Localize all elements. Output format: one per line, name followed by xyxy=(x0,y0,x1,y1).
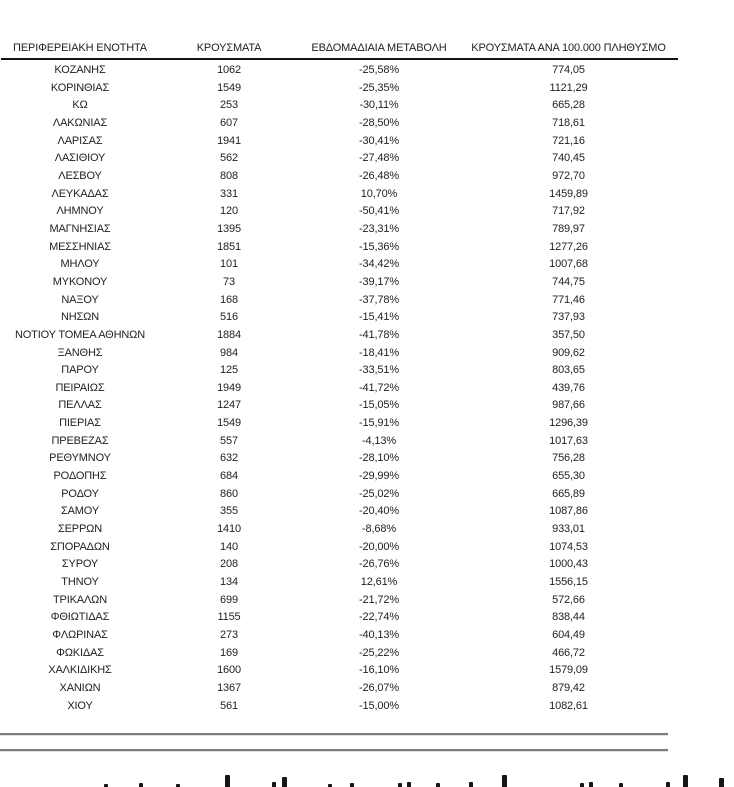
cell-weekly-change: -26,07% xyxy=(359,681,399,694)
table-row xyxy=(1,645,678,663)
cell-cases: 134 xyxy=(220,576,238,589)
table-row xyxy=(1,274,678,292)
cell-regional-unit: ΤΗΝΟΥ xyxy=(61,576,99,589)
cell-weekly-change: 10,70% xyxy=(360,187,398,200)
cell-weekly-change: -21,72% xyxy=(359,593,399,606)
cell-cases: 1395 xyxy=(217,222,241,235)
cell-regional-unit: ΧΑΝΙΩΝ xyxy=(59,681,101,694)
cell-regional-unit: ΡΟΔΟΥ xyxy=(61,487,99,500)
cell-regional-unit: ΧΙΟΥ xyxy=(67,699,93,712)
cell-weekly-change: -18,41% xyxy=(359,346,399,359)
cell-cases: 1949 xyxy=(217,381,241,394)
cell-regional-unit: ΠΕΙΡΑΙΩΣ xyxy=(55,381,105,394)
cell-cases: 1851 xyxy=(217,240,241,253)
cell-cases-per-100k: 803,65 xyxy=(552,364,585,377)
cell-cases-per-100k: 655,30 xyxy=(552,470,585,483)
table-row xyxy=(1,256,678,274)
table-row xyxy=(1,115,678,133)
cell-regional-unit: ΦΘΙΩΤΙΔΑΣ xyxy=(50,611,110,624)
cell-cases: 273 xyxy=(220,629,238,641)
cell-regional-unit: ΜΑΓΝΗΣΙΑΣ xyxy=(49,222,111,235)
table-row xyxy=(1,80,678,98)
table-row xyxy=(1,292,678,310)
cell-regional-unit: ΚΟΖΑΝΗΣ xyxy=(54,64,106,76)
col-header-cases: ΚΡΟΥΣΜΑΤΑ xyxy=(159,42,299,59)
cell-weekly-change: -28,10% xyxy=(359,452,399,465)
cell-cases: 208 xyxy=(220,558,238,571)
cell-weekly-change: -25,02% xyxy=(359,487,399,500)
cell-cases-per-100k: 466,72 xyxy=(552,646,585,659)
cell-regional-unit: ΝΗΣΩΝ xyxy=(60,311,100,324)
cell-cases: 355 xyxy=(220,505,238,518)
bottom-divider-line-1 xyxy=(0,733,668,735)
cell-cases-per-100k: 1082,61 xyxy=(549,699,588,712)
cell-weekly-change: -23,31% xyxy=(359,222,399,235)
table-row xyxy=(1,239,678,257)
clipped-glyph-mark xyxy=(580,783,584,787)
cell-cases: 1247 xyxy=(217,399,241,412)
cell-regional-unit: ΣΥΡΟΥ xyxy=(61,558,99,571)
cell-cases: 73 xyxy=(223,275,235,288)
cell-cases: 984 xyxy=(220,346,238,359)
cell-cases-per-100k: 838,44 xyxy=(552,611,585,624)
table-row xyxy=(1,380,678,398)
table-row xyxy=(1,592,678,610)
cell-cases: 1549 xyxy=(217,81,241,94)
cell-weekly-change: -26,76% xyxy=(359,558,399,571)
table-row xyxy=(1,415,678,433)
cell-weekly-change: -40,13% xyxy=(359,629,399,641)
clipped-glyph-mark xyxy=(139,783,143,787)
cell-regional-unit: ΣΠΟΡΑΔΩΝ xyxy=(50,540,110,553)
table-row xyxy=(1,97,678,115)
cell-weekly-change: -30,11% xyxy=(359,99,399,112)
cell-weekly-change: -27,48% xyxy=(359,152,399,165)
table-row xyxy=(1,503,678,521)
cell-cases-per-100k: 1277,26 xyxy=(549,240,588,253)
cell-cases: 557 xyxy=(220,434,238,447)
cell-weekly-change: 12,61% xyxy=(360,576,398,589)
cell-cases: 1367 xyxy=(217,681,241,694)
cell-cases: 562 xyxy=(220,152,238,165)
bottom-divider-line-2 xyxy=(0,749,668,751)
cell-cases: 331 xyxy=(220,187,238,200)
cell-regional-unit: ΡΕΘΥΜΝΟΥ xyxy=(49,452,111,465)
cell-cases: 699 xyxy=(220,593,238,606)
cell-cases-per-100k: 789,97 xyxy=(552,222,585,235)
cell-weekly-change: -37,78% xyxy=(359,293,399,306)
cell-weekly-change: -25,22% xyxy=(359,646,399,659)
cell-cases-per-100k: 771,46 xyxy=(552,293,585,306)
table-row xyxy=(1,362,678,380)
cell-cases-per-100k: 1017,63 xyxy=(549,434,588,447)
table-row xyxy=(1,327,678,345)
cell-cases-per-100k: 717,92 xyxy=(552,205,585,218)
cell-cases: 860 xyxy=(220,487,238,500)
cell-weekly-change: -15,41% xyxy=(359,311,399,324)
table-row xyxy=(1,539,678,557)
cell-regional-unit: ΤΡΙΚΑΛΩΝ xyxy=(52,593,108,606)
cell-cases: 120 xyxy=(220,205,238,218)
cell-regional-unit: ΠΡΕΒΕΖΑΣ xyxy=(51,434,109,447)
table-body xyxy=(1,59,678,715)
cell-weekly-change: -50,41% xyxy=(359,205,399,218)
cell-weekly-change: -8,68% xyxy=(362,523,396,536)
clipped-glyph-mark xyxy=(350,783,354,787)
cell-weekly-change: -26,48% xyxy=(359,169,399,182)
cell-weekly-change: -16,10% xyxy=(359,664,399,677)
cell-weekly-change: -15,05% xyxy=(359,399,399,412)
cell-cases-per-100k: 665,89 xyxy=(552,487,585,500)
table-row xyxy=(1,345,678,363)
cell-cases-per-100k: 1121,29 xyxy=(549,81,588,94)
clipped-glyph-mark xyxy=(272,782,276,787)
cell-cases-per-100k: 1087,86 xyxy=(549,505,588,518)
cell-regional-unit: ΜΗΛΟΥ xyxy=(60,258,100,271)
table-row xyxy=(1,59,678,80)
cell-weekly-change: -25,35% xyxy=(359,81,399,94)
table-row xyxy=(1,221,678,239)
cell-weekly-change: -41,72% xyxy=(359,381,399,394)
cell-cases-per-100k: 1296,39 xyxy=(549,417,588,430)
col-header-weekly-change: ΕΒΔΟΜΑΔΙΑΙΑ ΜΕΤΑΒΟΛΗ xyxy=(299,42,459,59)
cell-weekly-change: -30,41% xyxy=(359,134,399,147)
table-row xyxy=(1,609,678,627)
cell-cases-per-100k: 744,75 xyxy=(552,275,585,288)
cell-cases: 1884 xyxy=(217,328,241,341)
table-row xyxy=(1,168,678,186)
cell-regional-unit: ΦΩΚΙΔΑΣ xyxy=(56,646,104,659)
table-row xyxy=(1,309,678,327)
cell-regional-unit: ΞΑΝΘΗΣ xyxy=(57,346,103,359)
table-row xyxy=(1,397,678,415)
cell-weekly-change: -4,13% xyxy=(362,434,396,447)
cell-cases-per-100k: 721,16 xyxy=(552,134,585,147)
cell-cases: 1155 xyxy=(217,611,241,624)
cell-cases-per-100k: 774,05 xyxy=(552,64,585,76)
cell-cases: 684 xyxy=(220,470,238,483)
cell-cases-per-100k: 1556,15 xyxy=(549,576,588,589)
cell-cases-per-100k: 665,28 xyxy=(552,99,585,112)
cell-cases: 1549 xyxy=(217,417,241,430)
cell-cases: 1062 xyxy=(217,64,241,76)
cell-cases: 808 xyxy=(220,169,238,182)
cell-cases-per-100k: 987,66 xyxy=(552,399,585,412)
table-row xyxy=(1,680,678,698)
cell-regional-unit: ΣΕΡΡΩΝ xyxy=(57,523,103,536)
cell-regional-unit: ΛΕΣΒΟΥ xyxy=(58,169,102,182)
clipped-glyph-mark xyxy=(502,775,507,787)
cell-cases: 140 xyxy=(220,540,238,553)
cell-regional-unit: ΠΑΡΟΥ xyxy=(61,364,99,377)
cell-cases-per-100k: 357,50 xyxy=(552,328,585,341)
cell-cases-per-100k: 909,62 xyxy=(552,346,585,359)
cell-regional-unit: ΜΥΚΟΝΟΥ xyxy=(52,275,108,288)
cell-cases-per-100k: 972,70 xyxy=(552,169,585,182)
clipped-glyph-mark xyxy=(398,783,402,787)
cell-regional-unit: ΝΑΞΟΥ xyxy=(61,293,99,306)
clipped-text-fragment xyxy=(0,773,734,787)
cell-regional-unit: ΚΟΡΙΝΘΙΑΣ xyxy=(50,81,110,94)
cell-weekly-change: -41,78% xyxy=(359,328,399,341)
cell-cases-per-100k: 572,66 xyxy=(552,593,585,606)
table-row xyxy=(1,433,678,451)
cell-weekly-change: -33,51% xyxy=(359,364,399,377)
regional-cases-table xyxy=(1,42,678,715)
cell-regional-unit: ΠΕΛΛΑΣ xyxy=(58,399,102,412)
cell-cases: 632 xyxy=(220,452,238,465)
clipped-glyph-mark xyxy=(469,782,473,787)
clipped-glyph-mark xyxy=(683,775,688,787)
cell-cases: 1600 xyxy=(217,664,241,677)
table-row xyxy=(1,556,678,574)
cell-cases-per-100k: 756,28 xyxy=(552,452,585,465)
clipped-glyph-mark xyxy=(282,777,287,787)
cell-cases: 561 xyxy=(220,699,238,712)
cell-regional-unit: ΛΕΥΚΑΔΑΣ xyxy=(51,187,109,200)
cell-regional-unit: ΚΩ xyxy=(72,99,88,112)
cell-cases-per-100k: 933,01 xyxy=(552,523,585,536)
cell-cases-per-100k: 439,76 xyxy=(552,381,585,394)
cell-weekly-change: -39,17% xyxy=(359,275,399,288)
cell-regional-unit: ΛΑΣΙΘΙΟΥ xyxy=(54,152,106,165)
clipped-glyph-mark xyxy=(436,783,440,787)
cell-cases-per-100k: 1007,68 xyxy=(549,258,588,271)
cell-cases-per-100k: 718,61 xyxy=(552,116,585,129)
cell-weekly-change: -22,74% xyxy=(359,611,399,624)
clipped-glyph-mark xyxy=(619,783,623,787)
table-row xyxy=(1,574,678,592)
cell-weekly-change: -20,40% xyxy=(359,505,399,518)
clipped-glyph-mark xyxy=(666,782,670,787)
clipped-glyph-mark xyxy=(407,782,411,787)
cell-cases: 125 xyxy=(220,364,238,377)
cell-cases-per-100k: 879,42 xyxy=(552,681,585,694)
cell-regional-unit: ΧΑΛΚΙΔΙΚΗΣ xyxy=(48,664,112,677)
cell-regional-unit: ΦΛΩΡΙΝΑΣ xyxy=(52,629,108,641)
cell-weekly-change: -34,42% xyxy=(359,258,399,271)
cell-cases-per-100k: 1000,43 xyxy=(549,558,588,571)
table-row xyxy=(1,450,678,468)
table-row xyxy=(1,468,678,486)
table-row xyxy=(1,133,678,151)
table-row xyxy=(1,662,678,680)
table-row xyxy=(1,627,678,645)
clipped-glyph-mark xyxy=(589,782,593,787)
cell-regional-unit: ΣΑΜΟΥ xyxy=(60,505,100,518)
cell-regional-unit: ΠΙΕΡΙΑΣ xyxy=(59,417,101,430)
cell-regional-unit: ΝΟΤΙΟΥ ΤΟΜΕΑ ΑΘΗΝΩΝ xyxy=(14,328,146,341)
cell-cases-per-100k: 737,93 xyxy=(552,311,585,324)
col-header-regional-unit: ΠΕΡΙΦΕΡΕΙΑΚΗ ΕΝΟΤΗΤΑ xyxy=(1,42,159,59)
cell-cases-per-100k: 1459,89 xyxy=(549,187,588,200)
cell-weekly-change: -15,91% xyxy=(359,417,399,430)
cell-cases: 101 xyxy=(220,258,238,271)
cell-weekly-change: -28,50% xyxy=(359,116,399,129)
table-row xyxy=(1,186,678,204)
table-row xyxy=(1,521,678,539)
cell-cases-per-100k: 604,49 xyxy=(552,629,585,641)
cell-cases-per-100k: 1074,53 xyxy=(549,540,588,553)
table-row xyxy=(1,150,678,168)
cell-cases: 253 xyxy=(220,99,238,112)
cell-cases: 607 xyxy=(220,116,238,129)
col-header-cases-per-100k: ΚΡΟΥΣΜΑΤΑ ΑΝΑ 100.000 ΠΛΗΘΥΣΜΟ xyxy=(459,42,678,59)
cell-weekly-change: -20,00% xyxy=(359,540,399,553)
cell-weekly-change: -15,36% xyxy=(359,240,399,253)
cell-cases: 169 xyxy=(220,646,238,659)
cell-regional-unit: ΛΗΜΝΟΥ xyxy=(56,205,104,218)
cell-cases: 1410 xyxy=(217,523,241,536)
cell-weekly-change: -15,00% xyxy=(359,699,399,712)
cell-regional-unit: ΜΕΣΣΗΝΙΑΣ xyxy=(49,240,111,253)
cell-cases: 168 xyxy=(220,293,238,306)
table-row xyxy=(1,203,678,221)
cell-cases: 516 xyxy=(220,311,238,324)
cell-cases-per-100k: 1579,09 xyxy=(549,664,588,677)
cell-weekly-change: -25,58% xyxy=(359,64,399,76)
table-row xyxy=(1,698,678,716)
cell-regional-unit: ΛΑΡΙΣΑΣ xyxy=(57,134,103,147)
cell-cases: 1941 xyxy=(217,134,241,147)
cell-weekly-change: -29,99% xyxy=(359,470,399,483)
cell-cases-per-100k: 740,45 xyxy=(552,152,585,165)
clipped-glyph-mark xyxy=(719,778,724,787)
table-row xyxy=(1,486,678,504)
cell-regional-unit: ΡΟΔΟΠΗΣ xyxy=(53,470,107,483)
clipped-glyph-mark xyxy=(225,775,230,787)
table-header-row xyxy=(1,42,678,59)
cell-regional-unit: ΛΑΚΩΝΙΑΣ xyxy=(52,116,108,129)
